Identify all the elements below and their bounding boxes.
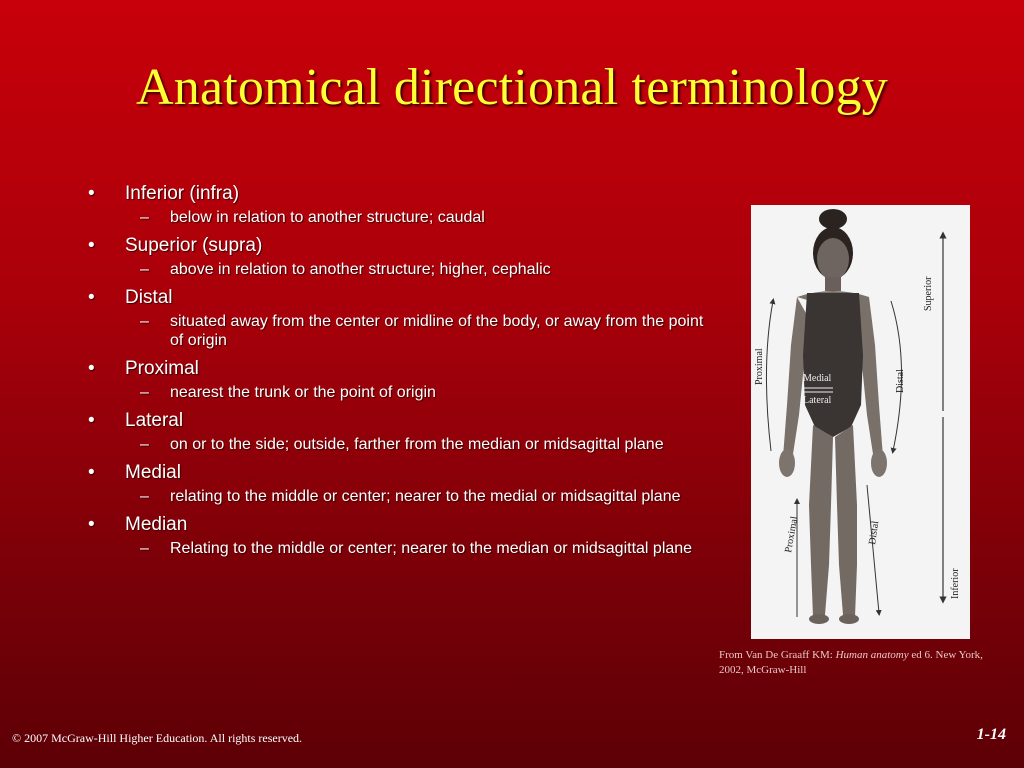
- dash: –: [140, 209, 149, 226]
- caption-prefix: From Van De Graaff KM:: [719, 649, 836, 661]
- bullet: •: [88, 287, 95, 308]
- distal-lower-arrow: [867, 485, 882, 613]
- proximal-lower-label: Proximal: [783, 515, 801, 554]
- term-definition: above in relation to another structure; higher, cephalic: [170, 261, 551, 278]
- term-label: Lateral: [125, 410, 184, 431]
- caption-book-title: Human anatomy: [835, 649, 909, 661]
- bullet: •: [88, 462, 95, 483]
- slide-number: 1-14: [976, 726, 1006, 743]
- body-silhouette: [779, 209, 887, 624]
- inferior-label: Inferior: [950, 568, 961, 599]
- list-item: [88, 183, 718, 227]
- bullet: •: [88, 358, 95, 379]
- list-item: [88, 410, 718, 454]
- anatomy-illustration: [751, 205, 970, 639]
- term-definition: Relating to the middle or center; nearer to the median or midsagittal plane: [170, 540, 693, 557]
- dash: –: [140, 436, 149, 453]
- bullet: •: [88, 410, 95, 431]
- term-definition: below in relation to another structure; caudal: [170, 209, 485, 226]
- term-label: Median: [125, 514, 188, 535]
- bullet: •: [88, 235, 95, 256]
- list-item: [88, 514, 718, 558]
- medial-label: Medial: [803, 373, 832, 384]
- dash: –: [140, 384, 149, 401]
- list-item: [88, 358, 718, 402]
- slide-title: Anatomical directional terminology: [136, 59, 888, 116]
- term-label: Proximal: [125, 358, 199, 379]
- dash: –: [140, 261, 149, 278]
- term-label: Superior (supra): [125, 235, 263, 256]
- list-item: [88, 462, 718, 506]
- list-item: [88, 235, 718, 279]
- dash: –: [140, 540, 149, 557]
- bullet: •: [88, 514, 95, 535]
- term-definition: situated away from the center or midline of the body, or away from the point of origin: [170, 313, 704, 349]
- lateral-label: Lateral: [803, 395, 832, 406]
- term-label: Inferior (infra): [125, 183, 240, 204]
- term-label: Medial: [125, 462, 181, 483]
- distal-upper-label: Distal: [895, 369, 906, 393]
- copyright-footer: © 2007 McGraw-Hill Higher Education. All rights reserved.: [12, 731, 303, 745]
- dash: –: [140, 313, 149, 330]
- proximal-upper-label: Proximal: [754, 348, 765, 385]
- term-definition: relating to the middle or center; nearer to the medial or midsagittal plane: [170, 488, 681, 505]
- term-label: Distal: [125, 287, 173, 308]
- list-item: [88, 287, 718, 350]
- term-definition: on or to the side; outside, farther from the median or midsagittal plane: [170, 436, 664, 453]
- proximal-upper-arrow: [766, 301, 773, 451]
- term-definition: nearest the trunk or the point of origin: [170, 384, 436, 401]
- figure-caption: [719, 648, 1009, 678]
- anatomy-figure: [751, 205, 970, 639]
- dash: –: [140, 488, 149, 505]
- term-list: [88, 180, 718, 566]
- superior-label: Superior: [923, 276, 934, 311]
- bullet: •: [88, 183, 95, 204]
- caption-suffix: ed 6. New York, 2002, McGraw-Hill: [719, 649, 983, 676]
- distal-lower-label: Distal: [867, 520, 882, 546]
